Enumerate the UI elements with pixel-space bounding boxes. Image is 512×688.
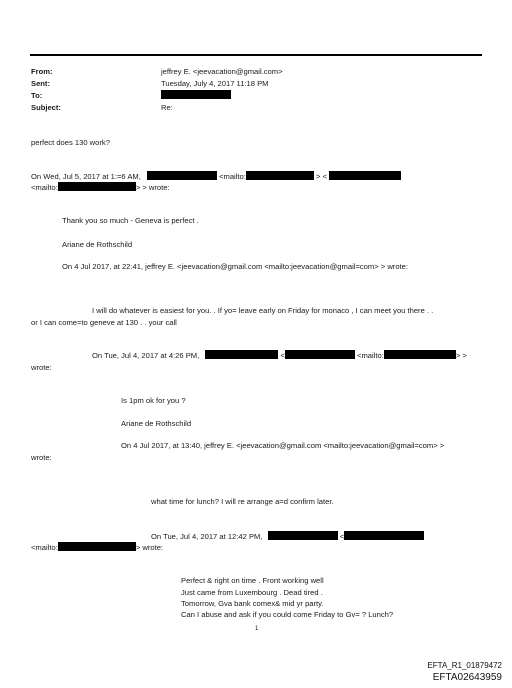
to-value: [161, 90, 231, 100]
subject-label: Subject:: [31, 103, 61, 112]
redaction-block: [161, 90, 231, 99]
from-value: jeffrey E. <jeevacation@gmail.com>: [161, 67, 283, 76]
redaction-block: [58, 182, 136, 191]
quote-header-3-lt: <: [280, 351, 285, 360]
redaction-block: [205, 350, 278, 359]
header-rule: [30, 54, 482, 56]
wrote-line: wrote:: [31, 363, 52, 372]
sent-value: Tuesday, July 4, 2017 11:18 PM: [161, 79, 269, 88]
signature: Ariane de Rothschild: [62, 240, 133, 249]
quote-header-1-mailto: <mailto:: [219, 172, 246, 181]
message-line: Tomorrow, Gva bank comex& mid yr party.: [181, 599, 324, 608]
quote-header-1-bracket: > <: [316, 172, 327, 181]
quote-header-5-cont: [31, 542, 163, 552]
quote-header-1-date: On Wed, Jul 5, 2017 at 1:=6 AM,: [31, 172, 141, 181]
quote-header-1: [31, 171, 401, 181]
redaction-block: [285, 350, 355, 359]
quote-header-1-wrote: > > wrote:: [135, 183, 170, 192]
quote-header-5-wrote: > wrote:: [135, 543, 164, 552]
quote-header-4: On 4 Jul 2017, at 13:40, jeffrey E. <jeevacation@gmail.com <mailto:jeevacation@gmail=com> >: [121, 441, 445, 450]
reply-line: perfect does 130 work?: [31, 138, 110, 147]
bates-id-2: EFTA02643959: [432, 672, 502, 683]
message-line: what time for lunch? I will re arrange a=d confirm later.: [151, 497, 334, 506]
quote-header-5: [151, 531, 424, 541]
message-line: Is 1pm ok for you ?: [121, 396, 186, 405]
to-label: To:: [31, 91, 43, 100]
message-line: Thank you so much - Geneva is perfect .: [62, 216, 199, 225]
quote-header-3-end: > >: [455, 351, 467, 360]
bates-id-1: EFTA_R1_01879472: [427, 661, 502, 670]
redaction-block: [384, 350, 456, 359]
message-line: I will do whatever is easiest for you. . If yo= leave early on Friday for monaco , I can meet you there . .: [92, 306, 434, 315]
redaction-block: [329, 171, 401, 180]
subject-value: Re:: [161, 103, 173, 112]
message-line: or I can come=to geneve at 130 . . your call: [31, 318, 177, 327]
page-number: 1: [255, 626, 259, 632]
message-line: Can I abuse and ask if you could come Friday to Gv= ? Lunch?: [181, 610, 394, 619]
redaction-block: [246, 171, 314, 180]
quote-header-5-date: On Tue, Jul 4, 2017 at 12:42 PM,: [151, 532, 263, 541]
message-line: Just came from Luxembourg . Dead tired .: [181, 588, 323, 597]
signature: Ariane de Rothschild: [121, 419, 192, 428]
from-label: From:: [31, 67, 53, 76]
quote-header-5-mailto: <mailto:: [31, 543, 58, 552]
redaction-block: [147, 171, 217, 180]
quote-header-2: On 4 Jul 2017, at 22:41, jeffrey E. <jeevacation@gmail.com <mailto:jeevacation@gmail=com> > wrote:: [62, 262, 408, 271]
quote-header-3: [92, 350, 467, 360]
redaction-block: [268, 531, 338, 540]
quote-header-5-lt: <: [339, 532, 345, 541]
quote-header-3-mailto: <mailto:: [357, 351, 384, 360]
quote-header-1-cont: [31, 182, 170, 192]
wrote-line: wrote:: [31, 453, 52, 462]
quote-header-1-mailto2: <mailto:: [31, 183, 58, 192]
quote-header-3-date: On Tue, Jul 4, 2017 at 4:26 PM,: [92, 351, 200, 360]
redaction-block: [58, 542, 136, 551]
redaction-block: [344, 531, 424, 540]
message-line: Perfect & right on time . Front working well: [181, 576, 324, 585]
sent-label: Sent:: [31, 79, 50, 88]
